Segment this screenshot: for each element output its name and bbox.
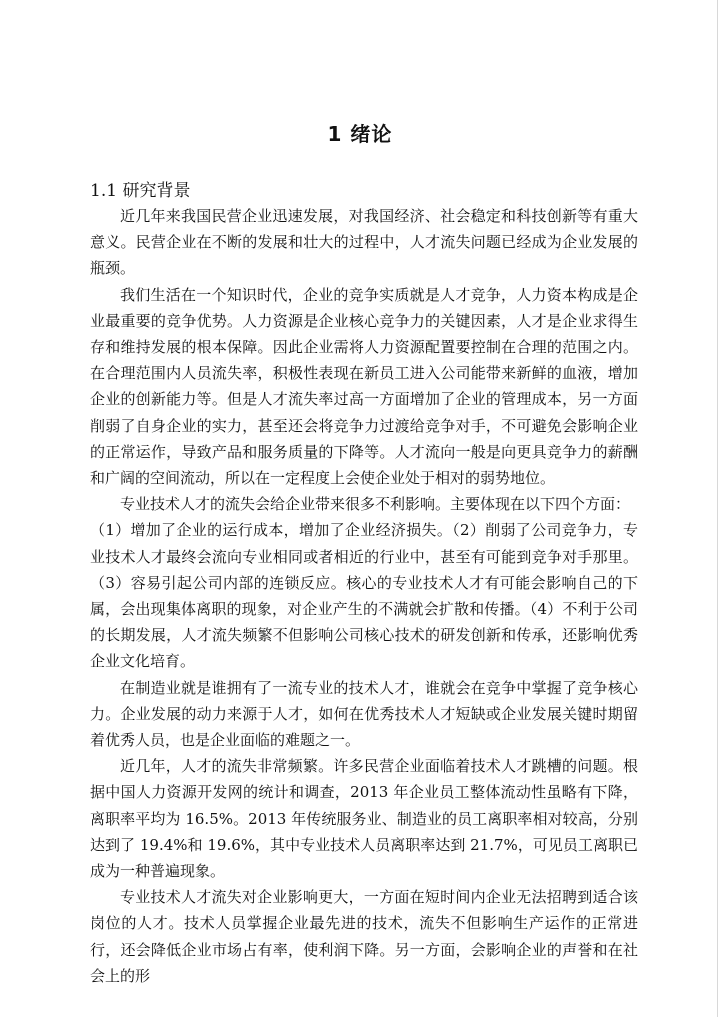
paragraph: 专业技术人才的流失会给企业带来很多不利影响。主要体现在以下四个方面： — [120, 495, 631, 514]
chapter-title: 1 绪论 — [327, 122, 393, 146]
paragraph: 在制造业就是谁拥有了一流专业的技术人才，谁就会在竞争中掌握了竞争核心力。企业发展的动力来源于人才，如何在优秀技术人才短缺或企业发展关键时期留着优秀人员，也是企业面临的难题之一。 — [90, 678, 638, 750]
paragraph-list: （1）增加了企业的运行成本，增加了企业经济损失。（2）削弱了公司竞争力，专业技术人才最终会流向专业相同或者相近的行业中，甚至有可能到竞争对手那里。（3）容易引起公司内部的连锁反应。核心的专业技术人才有可能会影响自己的下属，会出现集体离职的现象，对企业产生的不满就会扩散和传播。（4）不利于公司的长期发展，人才流失频繁不但影响公司核心技术的研发创新和传承，还影响优秀企业文化培育。 — [90, 521, 638, 671]
body-text — [90, 203, 638, 989]
section-title: 1.1 研究背景 — [90, 181, 191, 201]
page-edge-line — [717, 0, 718, 1017]
paragraph: 专业技术人才流失对企业影响更大，一方面在短时间内企业无法招聘到适合该岗位的人才。技术人员掌握企业最先进的技术，流失不但影响生产运作的正常进行，还会降低企业市场占有率，使利润下降。另一方面，会影响企业的声誉和在社会上的形 — [90, 888, 638, 985]
paragraph: 我们生活在一个知识时代，企业的竞争实质就是人才竞争，人力资本构成是企业最重要的竞争优势。人力资源是企业核心竞争力的关键因素，人才是企业求得生存和维持发展的根本保障。因此企业需将人力资源配置要控制在合理的范围之内。在合理范围内人员流失率，积极性表现在新员工进入公司能带来新鲜的血液，增加企业的创新能力等。但是人才流失率过高一方面增加了企业的管理成本，另一方面削弱了自身企业的实力，甚至还会将竞争力过渡给竞争对手，不可避免会影响企业的正常运作，导致产品和服务质量的下降等。人才流向一般是向更具竞争力的薪酬和广阔的空间流动，所以在一定程度上会使企业处于相对的弱势地位。 — [90, 285, 638, 488]
paragraph: 近几年来我国民营企业迅速发展，对我国经济、社会稳定和科技创新等有重大意义。民营企业在不断的发展和壮大的过程中，人才流失问题已经成为企业发展的瓶颈。 — [90, 207, 638, 278]
paragraph: 近几年，人才的流失非常频繁。许多民营企业面临着技术人才跳槽的问题。根据中国人力资源开发网的统计和调查，2013 年企业员工整体流动性虽略有下降，离职率平均为 16.5%。2013 年传统服务业、制造业的员工离职率相对较高，分别达到了 19.4%和 19.6%，其中专业技术人员离职率达到 21.7%，可见员工离职已成为一种普遍现象。 — [90, 757, 638, 881]
